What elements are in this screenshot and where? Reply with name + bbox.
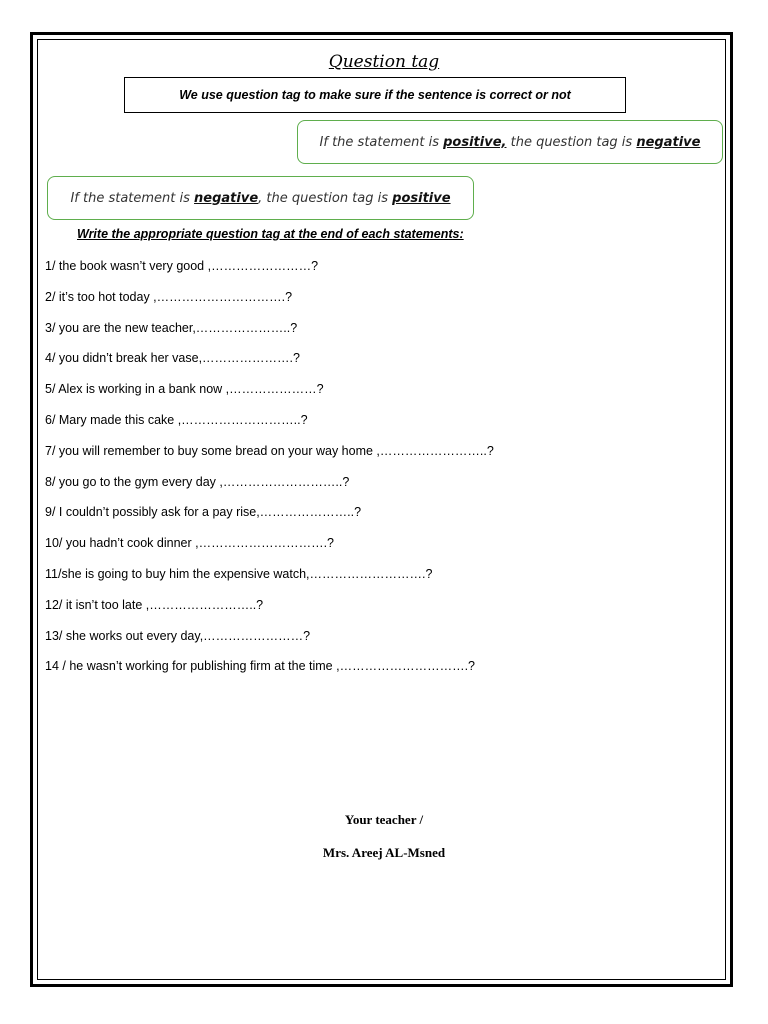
definition-box: We use question tag to make sure if the sentence is correct or not bbox=[124, 77, 626, 113]
question-item: 12/ it isn’t too late ,……………………..? bbox=[45, 597, 264, 612]
rule-prefix: If the statement is bbox=[70, 190, 195, 206]
question-item: 13/ she works out every day,……………………? bbox=[45, 628, 311, 643]
rule-box-negative-statement bbox=[47, 176, 474, 220]
question-item: 7/ you will remember to buy some bread on your way home ,……………………..? bbox=[45, 443, 494, 458]
rule-tag-type: negative bbox=[636, 134, 701, 150]
rule-middle: , the question tag is bbox=[258, 190, 393, 206]
question-item: 11/she is going to buy him the expensive watch,……………………….? bbox=[45, 566, 433, 581]
question-item: 2/ it’s too hot today ,………………………….? bbox=[45, 289, 293, 304]
worksheet-title: Question tag bbox=[328, 52, 440, 72]
rule-text bbox=[70, 191, 450, 206]
exercise-instruction: Write the appropriate question tag at the end of each statements: bbox=[77, 227, 464, 241]
question-item: 1/ the book wasn’t very good ,……………………? bbox=[45, 259, 319, 273]
question-item: 6/ Mary made this cake ,………………………..? bbox=[45, 412, 308, 427]
question-item: 4/ you didn’t break her vase,………………….? bbox=[45, 351, 300, 366]
rule-box-positive-statement bbox=[297, 120, 723, 164]
rule-text bbox=[320, 135, 701, 150]
question-list bbox=[45, 258, 494, 689]
question-item: 5/ Alex is working in a bank now ,…………………? bbox=[45, 382, 324, 397]
rule-statement-type: negative bbox=[194, 190, 259, 206]
question-item: 14 / he wasn’t working for publishing firm at the time ,………………………….? bbox=[45, 659, 476, 674]
question-item: 10/ you hadn’t cook dinner ,………………………….? bbox=[45, 536, 335, 551]
rule-prefix: If the statement is bbox=[319, 134, 444, 150]
teacher-name: Mrs. Areej AL-Msned bbox=[322, 845, 446, 860]
rule-statement-type: positive, bbox=[443, 134, 507, 150]
question-item: 3/ you are the new teacher,…………………..? bbox=[45, 320, 298, 335]
signature-label: Your teacher / bbox=[344, 812, 424, 827]
rule-tag-type: positive bbox=[392, 190, 451, 206]
question-item: 8/ you go to the gym every day ,………………………..? bbox=[45, 474, 350, 489]
question-item: 9/ I couldn’t possibly ask for a pay rise,…………………..? bbox=[45, 505, 362, 520]
rule-middle: the question tag is bbox=[506, 134, 637, 150]
